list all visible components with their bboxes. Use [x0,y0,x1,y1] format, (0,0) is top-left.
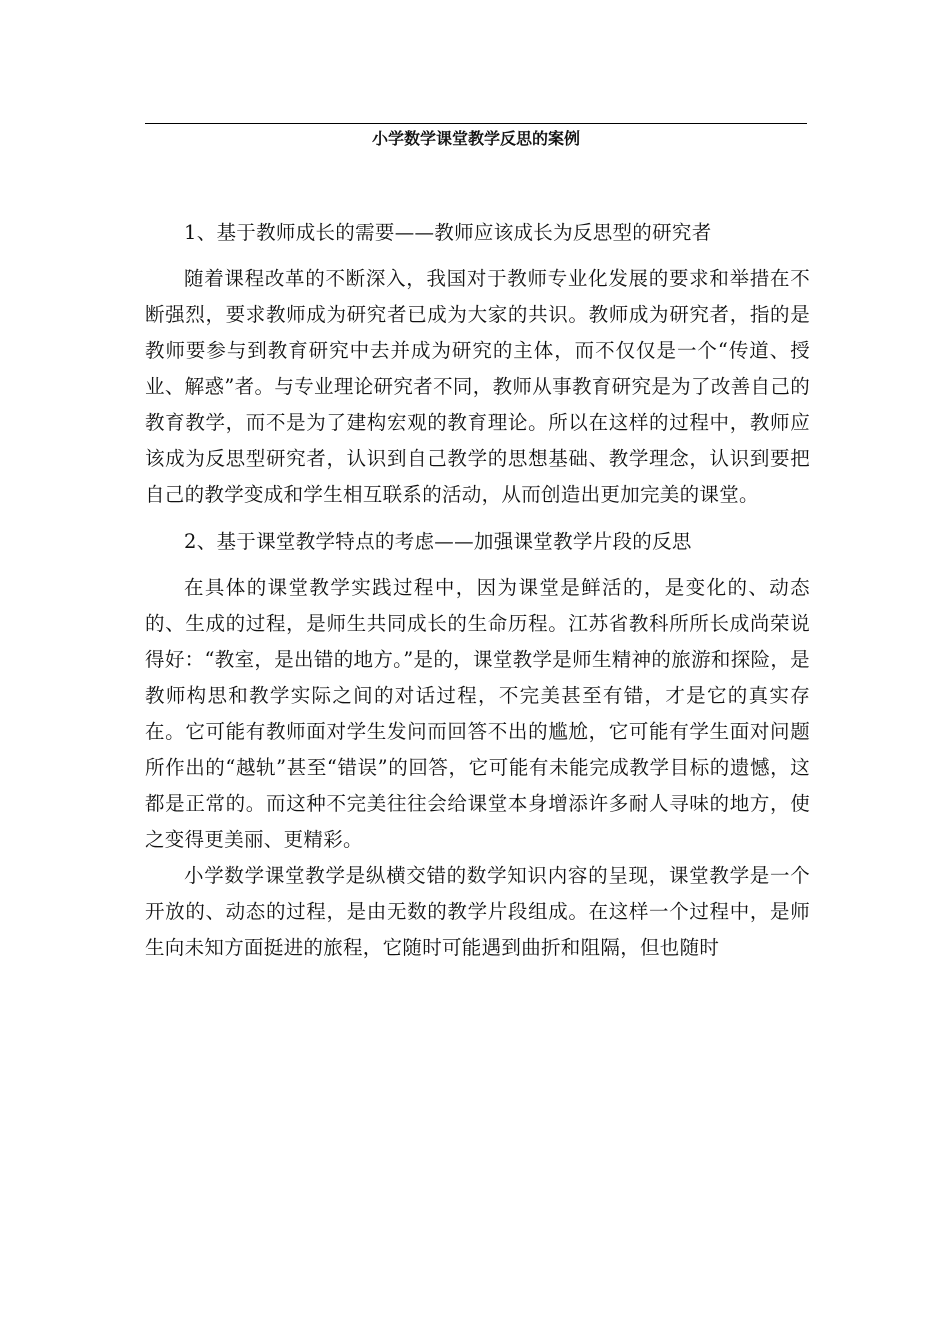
section-heading-2: 2、基于课堂教学特点的考虑——加强课堂教学片段的反思 [184,530,692,553]
section-heading-1: 1、基于教师成长的需要——教师应该成长为反思型的研究者 [184,221,712,244]
paragraph-1: 随着课程改革的不断深入，我国对于教师专业化发展的要求和举措在不断强烈，要求教师成为研究者已成为大家的共识。教师成为研究者，指的是教师要参与到教育研究中去并成为研究的主体，而不仅仅是一个“传道、授业、解惑”者。与专业理论研究者不同，教师从事教育研究是为了改善自己的教育教学，而不是为了建构宏观的教育理论。所以在这样的过程中，教师应该成为反思型研究者，认识到自己教学的思想基础、教学理念，认识到要把自己的教学变成和学生相互联系的活动，从而创造出更加完美的课堂。 [145,267,810,506]
paragraph-2: 在具体的课堂教学实践过程中，因为课堂是鲜活的，是变化的、动态的、生成的过程，是师生共同成长的生命历程。江苏省教科所所长成尚荣说得好：“教室，是出错的地方。”是的，课堂教学是师生精神的旅游和探险，是教师构思和教学实际之间的对话过程，不完美甚至有错，才是它的真实存在。它可能有教师面对学生发问而回答不出的尴尬，它可能有学生面对问题所作出的“越轨”甚至“错误”的回答，它可能有未能完成教学目标的遗憾，这都是正常的。而这种不完美往往会给课堂本身增添许多耐人寻味的地方，使之变得更美丽、更精彩。 [145,576,810,851]
document-title: 小学数学课堂教学反思的案例 [371,129,580,148]
header-rule [145,123,807,124]
document-body [145,215,810,966]
paragraph-3: 小学数学课堂教学是纵横交错的数学知识内容的呈现，课堂教学是一个开放的、动态的过程，是由无数的教学片段组成。在这样一个过程中，是师生向未知方面挺进的旅程，它随时可能遇到曲折和阻隔，但也随时 [145,864,810,959]
